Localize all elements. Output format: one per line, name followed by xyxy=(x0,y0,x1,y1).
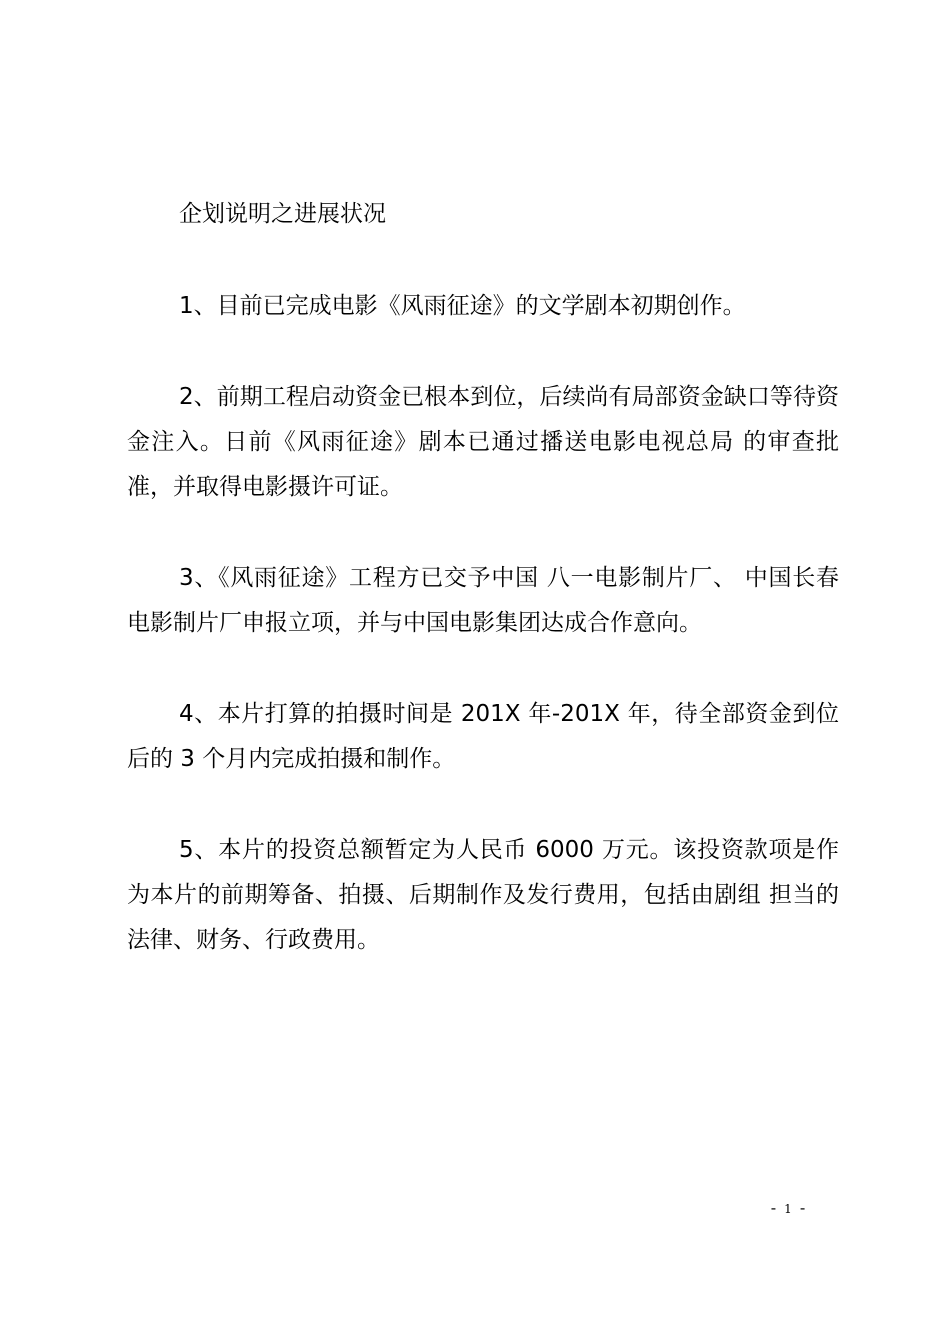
footer-right-dash: - xyxy=(799,1198,814,1217)
paragraph-1: 1、目前已完成电影《风雨征途》的文学剧本初期创作。 xyxy=(179,293,746,319)
section-heading: 企划说明之进展状况 xyxy=(179,201,386,227)
document-body xyxy=(127,192,839,963)
paragraph-2: 2、前期工程启动资金已根本到位，后续尚有局部资金缺口等待资金注入。日前《风雨征途》剧本已通过播送电影电视总局 的审查批准，并取得电影摄许可证。 xyxy=(127,384,839,500)
footer-left-dash: - xyxy=(770,1198,785,1217)
paragraph-4: 4、本片打算的拍摄时间是 201X 年-201X 年，待全部资金到位后的 3 个月内完成拍摄和制作。 xyxy=(127,701,839,772)
paragraph-3: 3、《风雨征途》工程方已交予中国 八一电影制片厂、 中国长春电影制片厂申报立项，并与中国电影集团达成合作意向。 xyxy=(127,565,839,636)
paragraph-5: 5、本片的投资总额暂定为人民币 6000 万元。该投资款项是作为本片的前期筹备、拍摄、后期制作及发行费用，包括由剧组 担当的法律、财务、行政费用。 xyxy=(127,837,839,953)
page-number: 1 xyxy=(784,1202,800,1216)
page-footer xyxy=(760,1196,824,1220)
